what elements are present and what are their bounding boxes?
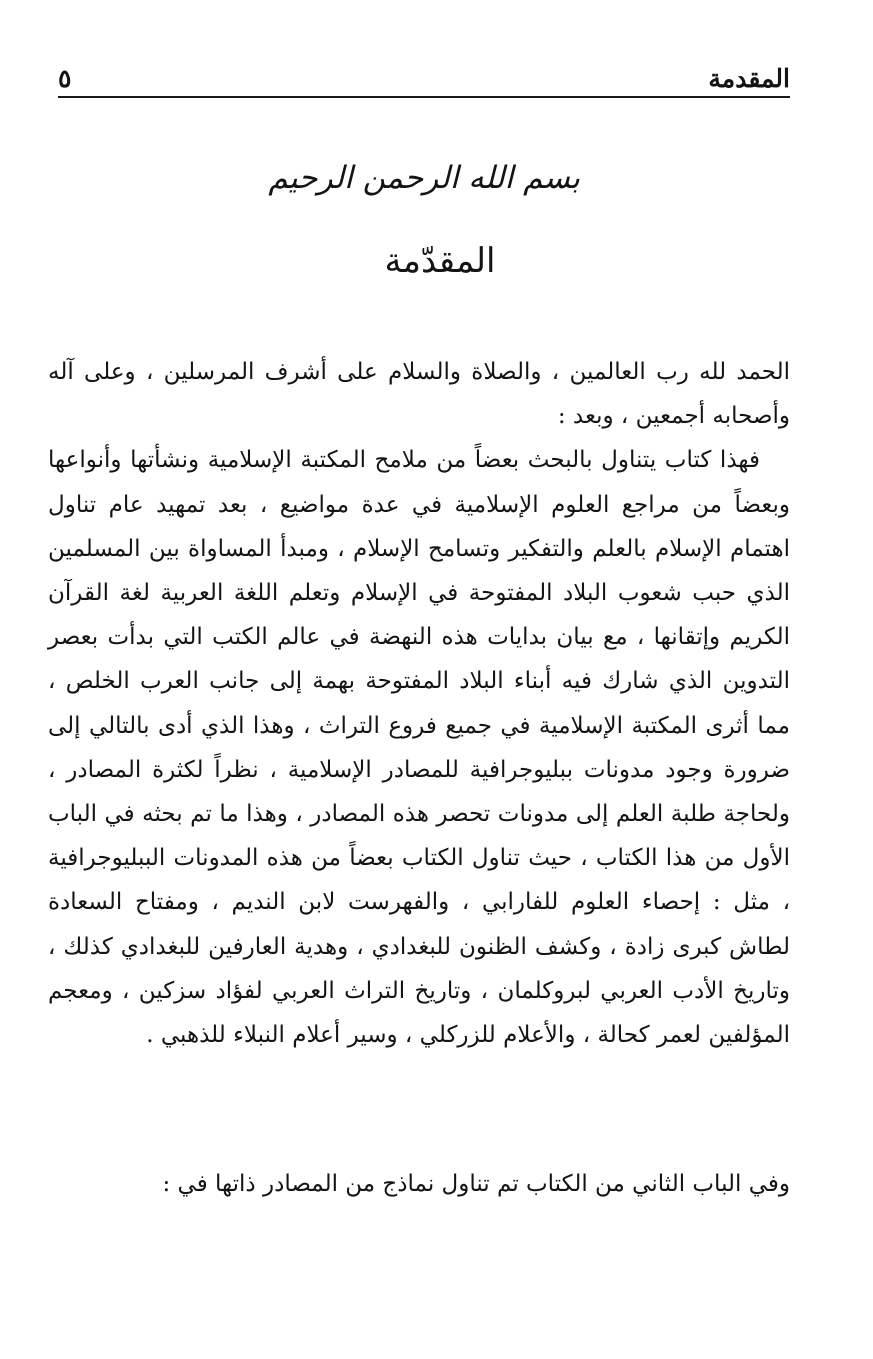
paragraph-continuation: وفي الباب الثاني من الكتاب تم تناول نماذج من المصادر ذاتها في : [162,1171,790,1197]
section-title: المقدّمة [384,241,496,281]
page-number: ٥ [58,64,72,93]
paragraph-main: فهذا كتاب يتناول بالبحث بعضاً من ملامح المكتبة الإسلامية ونشأتها وأنواعها وبعضاً من مراجع العلوم الإسلامية في عدة مواضيع ، بعد تمهيد عام تناول اهتمام الإسلام بالعلم والتفكير وتسامح الإسلام ، ومبدأ المساواة بين المسلمين الذي حبب شعوب البلاد المفتوحة في الإسلام وتعلم اللغة العربية لغة القرآن الكريم وإتقانها ، مع بيان بدايات هذه النهضة في عالم الكتب التي بدأت بعصر التدوين الذي شارك فيه أبناء البلاد المفتوحة بهمة إلى جانب العرب الخلص ، مما أثرى المكتبة الإسلامية في جميع فروع التراث ، وهذا الذي أدى بالتالي إلى ضرورة وجود مدونات ببليوجرافية للمصادر الإسلامية ، نظراً لكثرة المصادر ، ولحاجة طلبة العلم إلى مدونات تحصر هذه المصادر ، وهذا ما تم بحثه في الباب الأول من هذا الكتاب ، حيث تناول الكتاب بعضاً من هذه المدونات الببليوجرافية ، مثل : إحصاء العلوم للفارابي ، والفهرست لابن النديم ، ومفتاح السعادة لطاش كبرى زادة ، وكشف الظنون للبغدادي ، وهدية العارفين للبغدادي كذلك ، وتاريخ الأدب العربي لبروكلمان ، وتاريخ التراث العربي لفؤاد سزكين ، ومعجم المؤلفين لعمر كحالة ، والأعلام للزركلي ، وسير أعلام النبلاء للذهبي . [48,447,790,1049]
body-text [48,350,790,1057]
header-chapter-title: المقدمة [708,64,790,93]
basmala-calligraphy: بسم الله الرحمن الرحيم [268,160,580,196]
paragraph-opening: الحمد لله رب العالمين ، والصلاة والسلام على أشرف المرسلين ، وعلى آله وأصحابه أجمعين ، وبعد : [48,359,790,430]
running-header [58,62,790,98]
